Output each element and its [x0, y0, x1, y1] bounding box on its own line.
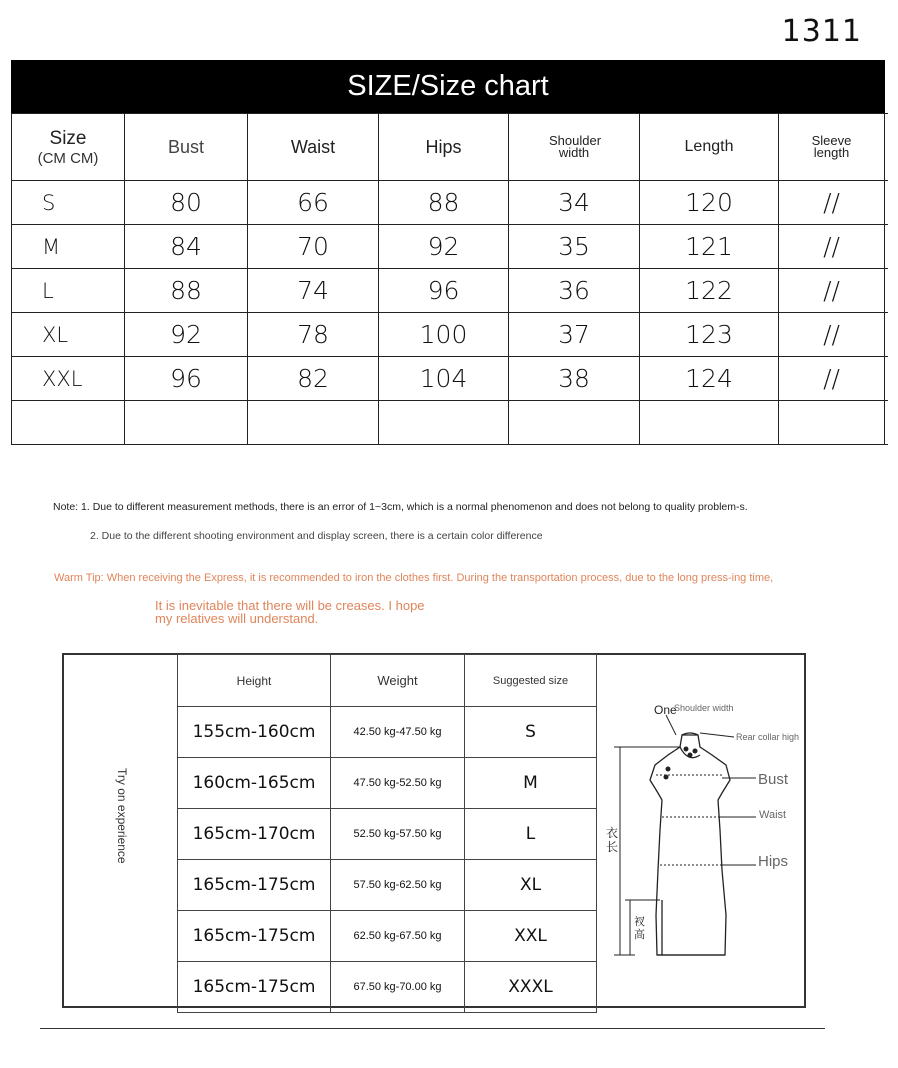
diagram-length-label: 衣长 — [606, 826, 619, 854]
size-cell: 124 — [640, 357, 779, 401]
fit-weight-cell: 52.50 kg-57.50 kg — [331, 809, 465, 860]
size-row — [12, 225, 888, 269]
fit-height-cell: 155cm-160cm — [178, 707, 331, 758]
size-cell: 92 — [125, 313, 248, 357]
size-cell: 37 — [509, 313, 640, 357]
diagram-shoulder-label: Shoulder width — [674, 703, 734, 713]
header-hips: Hips — [379, 114, 509, 181]
diagram-one-label: One — [654, 703, 677, 717]
fit-row — [178, 758, 597, 809]
size-cell: 82 — [248, 357, 379, 401]
size-cell: S — [12, 181, 125, 225]
size-cell: 121 — [640, 225, 779, 269]
note-color: 2. Due to the different shooting environment and display screen, there is a certain color difference — [90, 530, 543, 542]
size-cell: 123 — [640, 313, 779, 357]
size-cell: 88 — [125, 269, 248, 313]
size-cell-empty — [248, 401, 379, 445]
size-cell-extra — [885, 225, 888, 269]
size-cell: 100 — [379, 313, 509, 357]
size-row-empty — [12, 401, 888, 445]
size-cell: XL — [12, 313, 125, 357]
fit-row — [178, 962, 597, 1013]
size-chart-title-rest: /Size chart — [411, 70, 549, 102]
header-size-label: Size — [49, 127, 87, 149]
size-cell: 104 — [379, 357, 509, 401]
size-cell: 92 — [379, 225, 509, 269]
size-cell: 34 — [509, 181, 640, 225]
size-cell-empty — [125, 401, 248, 445]
fit-size-cell: XL — [465, 860, 597, 911]
header-extra — [885, 114, 888, 181]
size-cell: 88 — [379, 181, 509, 225]
size-cell: 96 — [379, 269, 509, 313]
header-unit-label: (CM CM) — [37, 149, 99, 167]
note-measurement: Note: 1. Due to different measurement methods, there is an error of 1~3cm, which is a normal phenomenon and does not belong to quality problem-s. — [53, 501, 748, 513]
size-cell: XXL — [12, 357, 125, 401]
size-cell: 78 — [248, 313, 379, 357]
diagram-rear-collar-label: Rear collar high — [736, 732, 800, 742]
diagram-slit-label: 衩高 — [634, 916, 645, 941]
size-cell-extra — [885, 181, 888, 225]
size-row — [12, 313, 888, 357]
size-cell-extra — [885, 313, 888, 357]
size-cell: // — [779, 225, 885, 269]
size-cell-empty — [12, 401, 125, 445]
size-cell-empty — [379, 401, 509, 445]
size-row — [12, 269, 888, 313]
size-chart-title-bold: SIZE — [347, 70, 412, 102]
size-cell: 66 — [248, 181, 379, 225]
size-cell: 74 — [248, 269, 379, 313]
size-cell: M — [12, 225, 125, 269]
try-on-label — [95, 768, 145, 878]
product-code: 1311 — [781, 14, 862, 49]
fit-weight-cell: 57.50 kg-62.50 kg — [331, 860, 465, 911]
bottom-divider — [40, 1028, 825, 1029]
size-cell-empty — [885, 401, 888, 445]
fit-height-cell: 165cm-175cm — [178, 911, 331, 962]
fit-size-cell: XXXL — [465, 962, 597, 1013]
warm-tip-continued: It is inevitable that there will be creases. I hope my relatives will understand. — [155, 598, 425, 626]
size-cell: 36 — [509, 269, 640, 313]
fit-weight-cell: 47.50 kg-52.50 kg — [331, 758, 465, 809]
fit-weight-cell: 42.50 kg-47.50 kg — [331, 707, 465, 758]
fit-header-row — [178, 655, 597, 707]
try-on-text: Try on experience — [115, 768, 129, 864]
size-cell-extra — [885, 269, 888, 313]
size-chart-header-row — [12, 114, 888, 181]
size-cell: 70 — [248, 225, 379, 269]
diagram-waist-label: Waist — [759, 809, 787, 821]
size-cell-empty — [509, 401, 640, 445]
fit-row — [178, 860, 597, 911]
fit-height-cell: 165cm-175cm — [178, 860, 331, 911]
fit-header-weight: Weight — [331, 655, 465, 707]
diagram-hips-label: Hips — [758, 853, 789, 870]
size-cell: L — [12, 269, 125, 313]
size-cell: // — [779, 269, 885, 313]
size-cell-extra — [885, 357, 888, 401]
fit-height-cell: 165cm-170cm — [178, 809, 331, 860]
fit-row — [178, 809, 597, 860]
dress-outline — [650, 733, 730, 955]
fit-height-cell: 160cm-165cm — [178, 758, 331, 809]
warm-tip: Warm Tip: When receiving the Express, it is recommended to iron the clothes first. During the transportation process, due to the long press-ing time, — [54, 572, 774, 584]
size-cell: // — [779, 181, 885, 225]
size-cell: 96 — [125, 357, 248, 401]
fit-weight-cell: 62.50 kg-67.50 kg — [331, 911, 465, 962]
header-shoulder-width: Shoulder width — [509, 114, 640, 181]
size-chart-table — [11, 113, 888, 445]
size-cell: 35 — [509, 225, 640, 269]
size-cell: 38 — [509, 357, 640, 401]
size-cell: 80 — [125, 181, 248, 225]
fit-header-suggested: Suggested size — [465, 655, 597, 707]
header-length: Length — [640, 114, 779, 181]
fit-header-height: Height — [178, 655, 331, 707]
fit-size-cell: M — [465, 758, 597, 809]
header-size — [12, 114, 125, 181]
size-cell-empty — [779, 401, 885, 445]
fit-size-cell: XXL — [465, 911, 597, 962]
size-row — [12, 181, 888, 225]
fit-size-cell: L — [465, 809, 597, 860]
header-bust: Bust — [125, 114, 248, 181]
size-cell-empty — [640, 401, 779, 445]
fit-weight-cell: 67.50 kg-70.00 kg — [331, 962, 465, 1013]
fit-row — [178, 911, 597, 962]
diagram-bust-label: Bust — [758, 771, 789, 788]
size-cell: // — [779, 313, 885, 357]
size-chart-title — [11, 60, 885, 113]
size-cell: // — [779, 357, 885, 401]
header-sleeve-length: Sleeve length — [779, 114, 885, 181]
size-cell: 120 — [640, 181, 779, 225]
size-row — [12, 357, 888, 401]
size-cell: 122 — [640, 269, 779, 313]
size-cell: 84 — [125, 225, 248, 269]
fit-height-cell: 165cm-175cm — [178, 962, 331, 1013]
header-waist: Waist — [248, 114, 379, 181]
fit-size-cell: S — [465, 707, 597, 758]
fit-row — [178, 707, 597, 758]
fit-table — [177, 654, 597, 1013]
